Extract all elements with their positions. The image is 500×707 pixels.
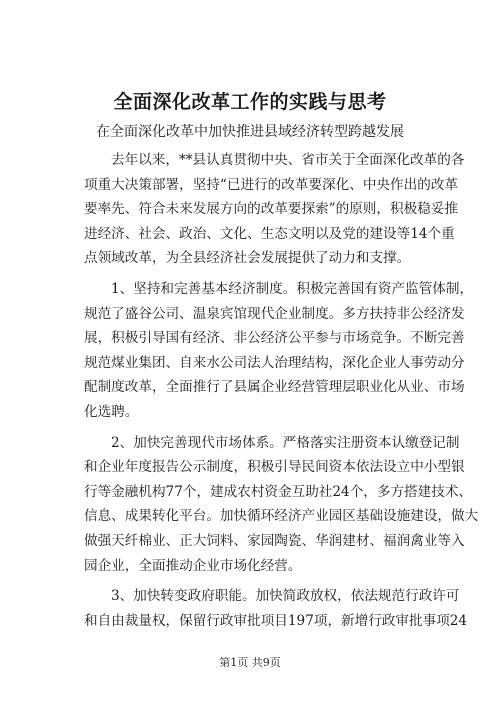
document-subtitle: 在全面深化改革中加快推进县域经济转型跨越发展 [96,124,404,140]
text-line: 去年以来，**县认真贯彻中央、省市关于全面深化改革的各 [111,152,465,168]
text-line: 信息、成果转化平台。加快循环经济产业园区基础设施建设，做大 [84,508,479,525]
paragraph-3 [84,431,479,579]
text-line: 配制度改革，全面推行了县属企业经营管理层职业化从业、市场 [84,379,465,396]
text-line: 行等金融机构77个，建成农村资金互助社24个，多方搭建技术、 [84,483,473,500]
text-line: 和企业年度报告公示制度，积极引导民间资本依法设立中小型银 [84,459,465,476]
text-line: 展，积极引导国有经济、非公经济公平参与市场竞争。不断完善 [84,330,465,347]
document-title: 全面深化改革工作的实践与思考 [113,91,387,113]
text-line: 3、加快转变政府职能。加快简政放权，依法规范行政许可 [111,588,460,605]
text-line: 1、坚持和完善基本经济制度。积极完善国有资产监管体制， [111,280,474,297]
text-line: 项重大决策部署，坚持“已进行的改革要深化、中央作出的改革 [84,176,458,193]
text-line: 点领域改革，为全县经济社会发展提供了动力和支撑。 [84,250,411,267]
text-line: 进经济、社会、政治、文化、生态文明以及党的建设等14个重 [84,225,455,242]
text-line: 2、加快完善现代市场体系。严格落实注册资本认缴登记制 [111,434,460,451]
text-line: 化选聘。 [84,403,139,420]
document-body [84,148,479,633]
text-line: 园企业，全面推动企业市场化经营。 [84,557,302,574]
text-line: 规范了盛谷公司、温泉宾馆现代企业制度。多方扶持非公经济发 [84,305,465,322]
text-line: 规范煤业集团、自来水公司法人治理结构，深化企业人事劳动分 [84,354,465,371]
paragraph-2 [84,277,474,425]
paragraph-4 [84,584,468,633]
text-line: 和自由裁量权，保留行政审批项目197项，新增行政审批事项24 [84,612,468,629]
text-line: 做强天纤棉业、正大饲料、家园陶瓷、华润建材、福润禽业等入 [84,532,465,549]
paragraph-1 [84,148,465,271]
text-line: 要率先、符合未来发展方向的改革要探索”的原则，积极稳妥推 [84,201,458,218]
page-footer: 第1页 共9页 [219,656,281,669]
